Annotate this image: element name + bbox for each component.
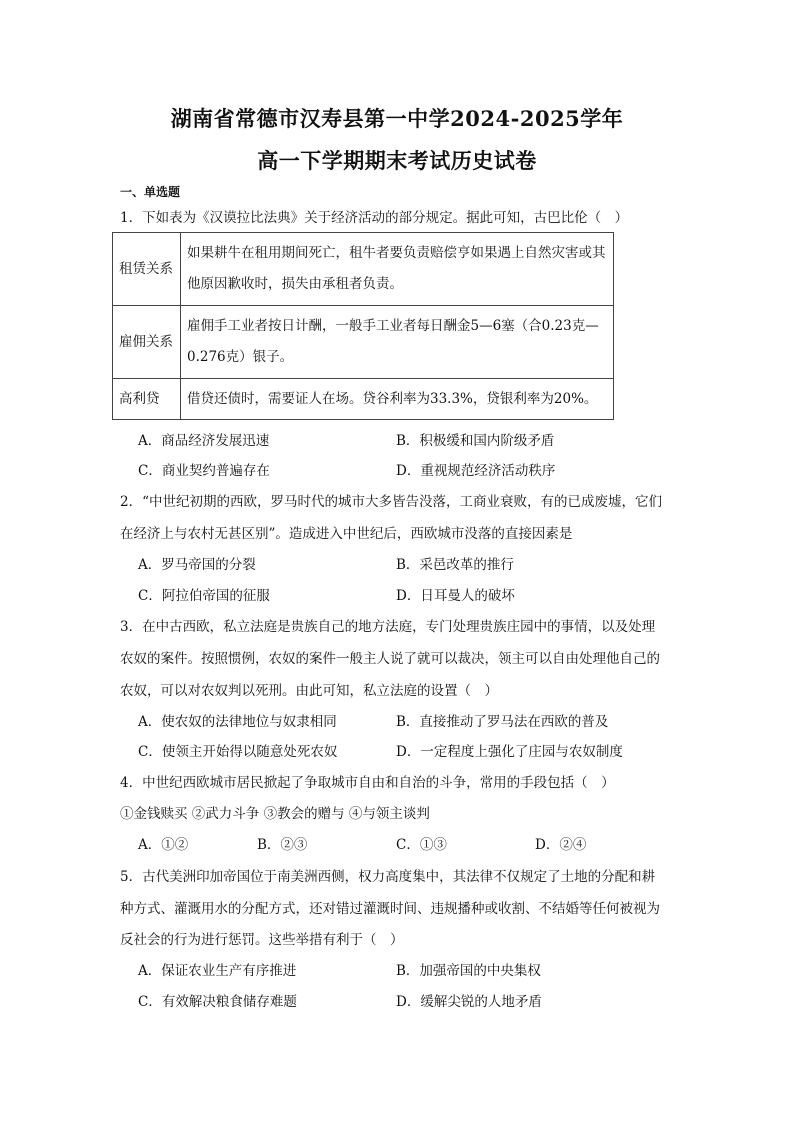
question-5-option-c: C．有效解决粮食储存难题 [138,994,297,1010]
question-4-option-c: C．①③ [396,837,447,853]
question-1-option-c: C．商业契约普遍存在 [138,463,270,479]
question-3-option-c: C．使领主开始得以随意处死农奴 [138,744,338,760]
table-key-cell: 租赁关系 [113,233,181,306]
question-1-option-b: B．积极缓和国内阶级矛盾 [396,433,555,449]
exam-title-line1: 湖南省常德市汉寿县第一中学2024-2025学年 [170,106,624,131]
table-value-cell: 如果耕牛在租用期间死亡，租牛者要负责赔偿亨如果遇上自然灾害或其他原因歉收时，损失由承租者负责。 [181,233,614,306]
table-value-cell: 借贷还债时，需要证人在场。贷谷利率为33.3%，贷银利率为20%。 [181,379,614,420]
question-2-stem-line: 在经济上与农村无甚区别”。造成进入中世纪后，西欧城市没落的直接因素是 [120,526,573,542]
question-4-choices-line: ①金钱赎买 ②武力斗争 ③教会的赠与 ④与领主谈判 [120,806,430,822]
question-2-option-a: A．罗马帝国的分裂 [138,557,256,573]
question-2-option-c: C．阿拉伯帝国的征服 [138,588,270,604]
question-3-option-d: D．一定程度上强化了庄园与农奴制度 [396,744,623,760]
question-3-option-b: B．直接推动了罗马法在西欧的普及 [396,714,609,730]
question-2-option-b: B．采邑改革的推行 [396,557,514,573]
question-5-stem-line: 反社会的行为进行惩罚。这些举措有利于（ ） [120,932,404,948]
question-4-stem-line: 4．中世纪西欧城市居民掀起了争取城市自由和自治的斗争，常用的手段包括（ ） [120,775,615,791]
question-5-option-a: A．保证农业生产有序推进 [138,963,297,979]
question-4-option-b: B．②③ [257,837,308,853]
question-3-stem-line: 农奴的案件。按照惯例，农奴的案件一般主人说了就可以裁决，领主可以自由处理他自己的 [120,651,660,667]
question-1-option-a: A．商品经济发展迅速 [138,433,270,449]
question-1-table [112,232,614,420]
question-5-stem-line: 5．古代美洲印加帝国位于南美洲西侧，权力高度集中，其法律不仅规定了土地的分配和耕 [120,869,656,885]
question-4-option-a: A．①② [138,837,189,853]
question-3-stem-line: 农奴，可以对农奴判以死刑。由此可知，私立法庭的设置（ ） [120,683,498,699]
question-4-option-d: D．②④ [535,837,587,853]
question-5-option-b: B．加强帝国的中央集权 [396,963,541,979]
question-5-stem-line: 种方式、灌溉用水的分配方式，还对错过灌溉时间、违规播种或收割、不结婚等任何被视为 [120,901,660,917]
question-2-stem-line: 2．“中世纪初期的西欧，罗马时代的城市大多皆告没落，工商业衰败，有的已成废墟，它们 [120,494,662,510]
exam-title-line2: 高一下学期期末考试历史试卷 [257,148,537,173]
table-key-cell: 高利贷 [113,379,181,420]
section-heading: 一、单选题 [120,185,181,199]
question-3-stem-line: 3．在中古西欧，私立法庭是贵族自己的地方法庭，专门处理贵族庄园中的事情，以及处理 [120,619,656,635]
question-3-option-a: A．使农奴的法律地位与奴隶相同 [138,714,337,730]
question-1-stem: 1．下如表为《汉谟拉比法典》关于经济活动的部分规定。据此可知，古巴比伦（ ） [120,210,629,226]
table-value-cell: 雇佣手工业者按日计酬，一般手工业者每日酬金5—6塞（合0.23克—0.276克）银子。 [181,306,614,379]
table-key-cell: 雇佣关系 [113,306,181,379]
question-5-option-d: D．缓解尖锐的人地矛盾 [396,994,542,1010]
question-1-option-d: D．重视规范经济活动秩序 [396,463,556,479]
question-2-option-d: D．日耳曼人的破坏 [396,588,515,604]
